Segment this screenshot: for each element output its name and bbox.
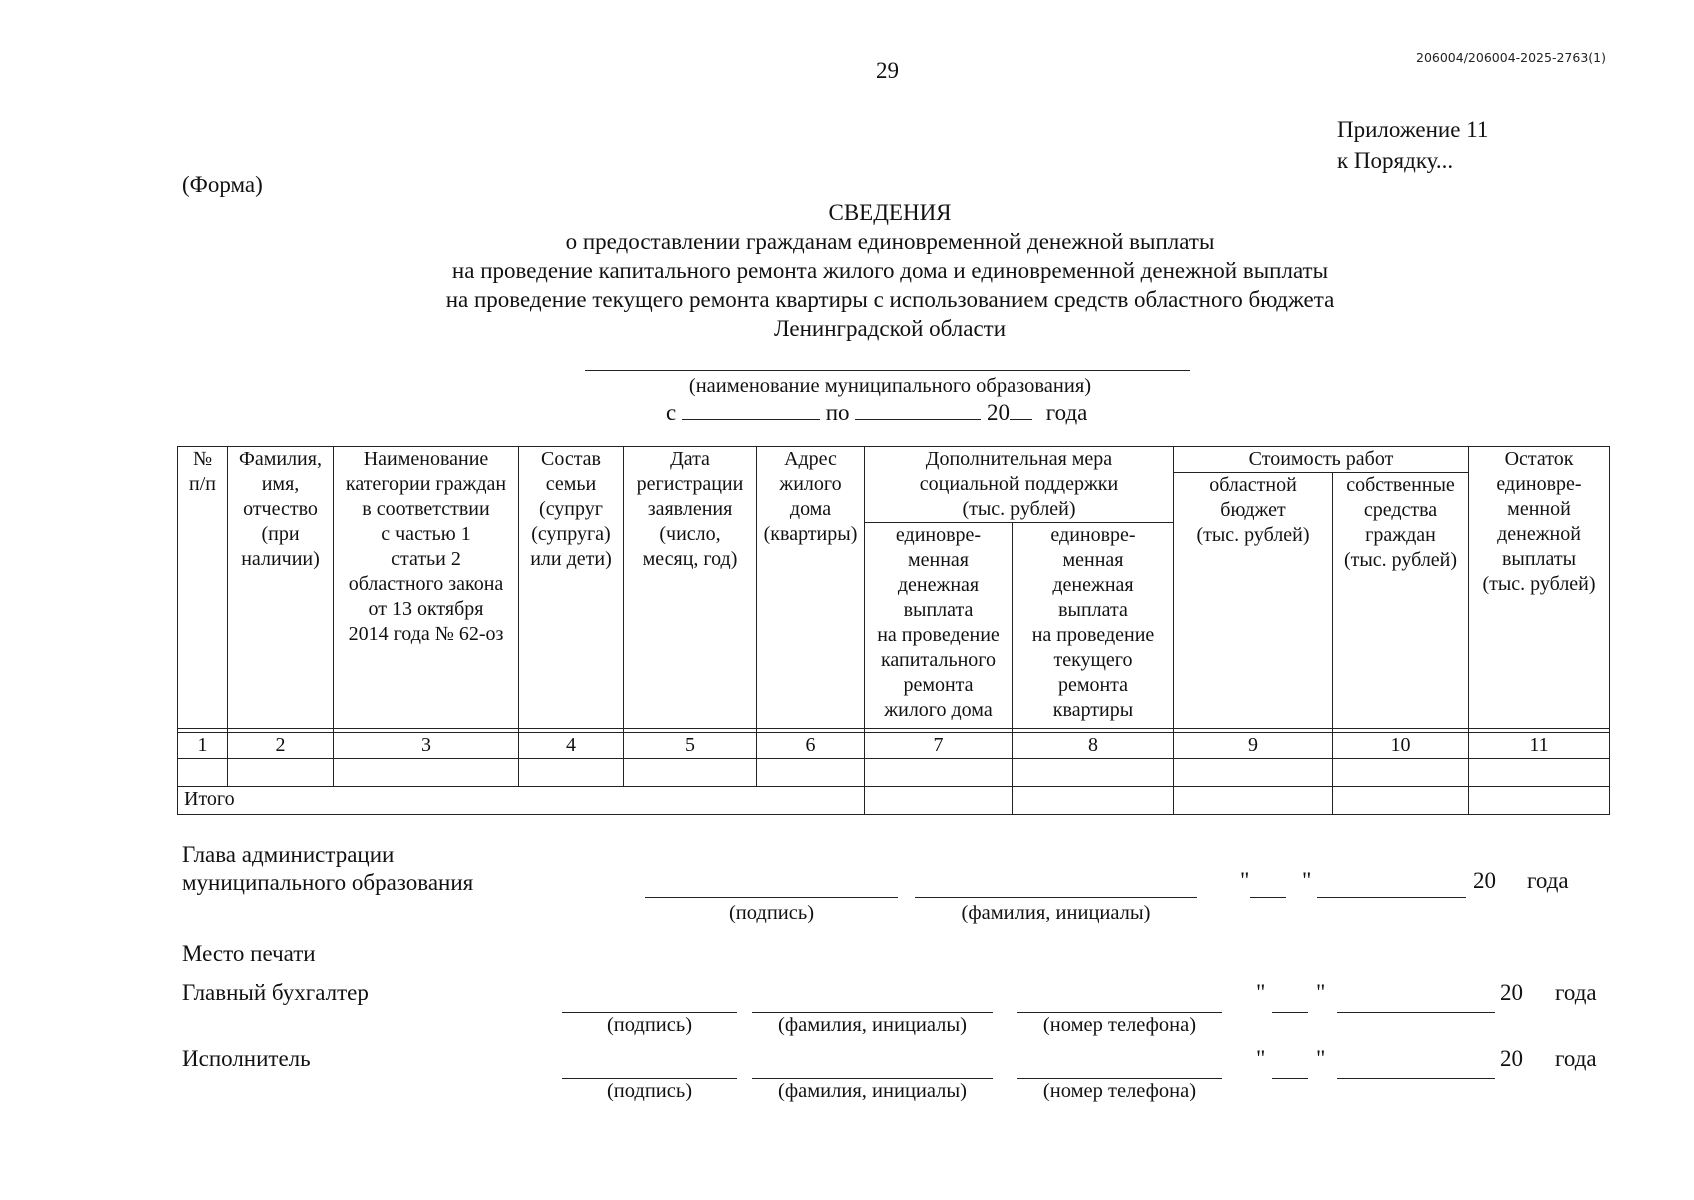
header-text-line: средства — [1363, 499, 1438, 521]
title-line-3: на проведение текущего ремонта квартиры с использованием средств областного бюджета — [445, 287, 1335, 312]
header-col-7 — [865, 523, 1013, 729]
header-text-line: от 13 октября — [368, 598, 484, 620]
header-text-line: регистрации — [636, 473, 744, 495]
reporting-period — [666, 400, 1087, 426]
table-row — [178, 759, 1610, 787]
executor-name-caption: (фамилия, инициалы) — [778, 1080, 967, 1102]
header-text-line: жилого дома — [884, 699, 993, 721]
header-text-line: (при — [261, 523, 300, 545]
header-col-6 — [757, 447, 865, 729]
header-text-line: (тыс. рублей) — [1196, 524, 1310, 546]
data-cell[interactable] — [624, 759, 757, 787]
executor-label: Исполнитель — [182, 1046, 311, 1071]
accountant-phone-line[interactable] — [1017, 1012, 1222, 1013]
header-text-line: областной — [1209, 474, 1297, 496]
header-text-line: капитального — [881, 649, 996, 671]
head-label-line-1: Глава администрации — [182, 842, 395, 867]
column-number: 11 — [1469, 733, 1610, 759]
period-year-blank — [1010, 401, 1032, 420]
header-text-line: Остаток — [1504, 448, 1574, 470]
accountant-year-suffix: года — [1555, 980, 1597, 1005]
header-text-line: Фамилия, — [239, 448, 322, 470]
period-year-suffix: года — [1045, 400, 1088, 425]
column-number: 10 — [1333, 733, 1469, 759]
header-text-line: (квартиры) — [763, 523, 858, 545]
total-label: Итого — [178, 787, 865, 815]
data-cell[interactable] — [178, 759, 228, 787]
title-line-1: о предоставлении гражданам единовременной денежной выплаты — [565, 229, 1215, 254]
accountant-name-caption: (фамилия, инициалы) — [778, 1014, 967, 1036]
title-line-4: Ленинградской области — [773, 316, 1007, 341]
head-date-open-quote: " — [1240, 868, 1250, 893]
accountant-signature-caption: (подпись) — [606, 1014, 693, 1036]
header-text-line: жилого — [779, 473, 842, 495]
head-date-close-quote: " — [1302, 868, 1312, 893]
period-to-blank — [855, 401, 981, 420]
header-text-line: (тыс. рублей) — [1482, 573, 1596, 595]
accountant-date-close-quote: " — [1316, 980, 1326, 1005]
header-text-line: № — [192, 448, 213, 470]
header-col-9 — [1174, 473, 1333, 729]
accountant-name-line[interactable] — [752, 1012, 993, 1013]
header-text-line: Наименование — [363, 448, 489, 470]
total-cell[interactable] — [1469, 787, 1610, 815]
annex-reference — [1337, 114, 1488, 176]
header-text-line: единовре- — [895, 524, 982, 546]
header-col-5 — [624, 447, 757, 729]
header-text-line: денежная — [897, 574, 980, 596]
executor-month-line[interactable] — [1337, 1078, 1495, 1079]
executor-year-prefix: 20 — [1500, 1046, 1523, 1071]
document-title — [300, 198, 1480, 343]
head-month-line[interactable] — [1317, 897, 1466, 898]
head-signature-line[interactable] — [645, 897, 898, 898]
header-text-line: менной — [1507, 498, 1571, 520]
header-text-line: менная — [907, 549, 969, 571]
accountant-month-line[interactable] — [1337, 1012, 1495, 1013]
header-text-line: (супруга) — [531, 523, 611, 545]
accountant-year-prefix: 20 — [1500, 980, 1523, 1005]
header-text-line: с частью 1 — [381, 523, 471, 545]
column-number: 4 — [519, 733, 624, 759]
header-text-line: денежной — [1497, 523, 1581, 545]
data-cell[interactable] — [1174, 759, 1333, 787]
header-text-line: (тыс. рублей) — [1343, 549, 1458, 571]
header-text-line: (тыс. рублей) — [962, 498, 1076, 520]
header-text-line: собственные — [1346, 474, 1455, 496]
column-number: 9 — [1174, 733, 1333, 759]
executor-phone-caption: (номер телефона) — [1042, 1080, 1197, 1102]
stamp-place-label: Место печати — [182, 941, 316, 966]
head-name-line[interactable] — [915, 897, 1197, 898]
header-text-line: категории граждан — [345, 473, 507, 495]
header-text-line: семьи — [545, 473, 597, 495]
column-number-row — [178, 733, 1610, 759]
data-cell[interactable] — [1013, 759, 1174, 787]
total-cell[interactable] — [1013, 787, 1174, 815]
header-text-line: или дети) — [530, 548, 612, 570]
header-text-line: отчество — [243, 498, 318, 520]
head-day-line[interactable] — [1250, 897, 1286, 898]
head-year-prefix: 20 — [1473, 868, 1496, 893]
header-col-11 — [1469, 447, 1610, 729]
header-text-line: 2014 года № 62-оз — [348, 623, 504, 645]
header-text-line: на проведение — [877, 624, 1000, 646]
data-cell[interactable] — [1469, 759, 1610, 787]
header-text-line: выплаты — [1501, 548, 1577, 570]
header-text-line: социальной поддержки — [919, 473, 1119, 495]
page-number: 29 — [876, 58, 899, 83]
title-heading: СВЕДЕНИЯ — [828, 200, 952, 225]
header-text-line: денежная — [1052, 574, 1134, 596]
executor-signature-caption: (подпись) — [606, 1080, 693, 1102]
header-text-line: Состав — [540, 448, 602, 470]
executor-phone-line[interactable] — [1017, 1078, 1222, 1079]
header-text-line: выплата — [903, 599, 974, 621]
header-text-line: в соответствии — [362, 498, 490, 520]
report-table — [177, 446, 1610, 815]
column-number: 6 — [757, 733, 865, 759]
executor-signature-line[interactable] — [562, 1078, 737, 1079]
document-id: 206004/206004-2025-2763(1) — [1416, 50, 1606, 65]
header-text-line: дома — [789, 498, 832, 520]
data-cell[interactable] — [1333, 759, 1469, 787]
data-cell[interactable] — [519, 759, 624, 787]
head-signature-caption: (подпись) — [728, 902, 815, 924]
header-text-line: бюджет — [1220, 499, 1286, 521]
executor-year-suffix: года — [1555, 1046, 1597, 1071]
header-text-line: ремонта — [903, 674, 974, 696]
accountant-signature-line[interactable] — [562, 1012, 737, 1013]
data-cell[interactable] — [865, 759, 1013, 787]
total-cell[interactable] — [1174, 787, 1333, 815]
header-text-line: граждан — [1365, 524, 1436, 546]
data-cell[interactable] — [334, 759, 519, 787]
column-number: 8 — [1013, 733, 1174, 759]
header-text-line: заявления — [647, 498, 733, 520]
header-text-line: (супруг — [539, 498, 603, 520]
header-col-8 — [1013, 523, 1174, 729]
period-from-label: с — [666, 400, 677, 425]
column-number: 1 — [178, 733, 228, 759]
executor-date-open-quote: " — [1256, 1046, 1266, 1071]
head-year-suffix: года — [1527, 868, 1569, 893]
header-text-line: Дополнительная мера — [925, 448, 1113, 470]
head-label-line-2: муниципального образования — [182, 870, 474, 895]
period-to-label: по — [825, 400, 850, 425]
accountant-date-open-quote: " — [1256, 980, 1266, 1005]
header-text-line: Адрес — [784, 448, 837, 470]
period-from-blank — [682, 401, 820, 420]
total-cell[interactable] — [865, 787, 1013, 815]
header-group-support — [865, 447, 1174, 523]
annex-line-1: Приложение 11 — [1337, 117, 1489, 142]
municipality-blank-line — [585, 370, 1190, 371]
header-text-line: ремонта — [1057, 674, 1129, 696]
header-col-1 — [178, 447, 228, 729]
form-label: (Форма) — [182, 172, 263, 197]
head-name-caption: (фамилия, инициалы) — [961, 902, 1151, 924]
header-text-line: текущего — [1053, 649, 1133, 671]
executor-day-line[interactable] — [1272, 1078, 1308, 1079]
header-col-4 — [519, 447, 624, 729]
header-text-line: месяц, год) — [642, 548, 738, 570]
executor-name-line[interactable] — [752, 1078, 993, 1079]
header-group-cost: Стоимость работ — [1174, 447, 1469, 473]
header-text-line: наличии) — [241, 548, 320, 570]
total-cell[interactable] — [1333, 787, 1469, 815]
column-number: 3 — [334, 733, 519, 759]
header-text-line: на проведение — [1031, 624, 1155, 646]
column-number: 5 — [624, 733, 757, 759]
annex-line-2: к Порядку... — [1337, 148, 1454, 173]
header-text-line: квартиры — [1052, 699, 1134, 721]
municipality-caption: (наименование муниципального образования) — [688, 375, 1092, 397]
executor-date-close-quote: " — [1316, 1046, 1326, 1071]
header-text-line: п/п — [189, 473, 216, 495]
header-col-3 — [334, 447, 519, 729]
header-text-line: (число, — [659, 523, 721, 545]
header-text-line: выплата — [1058, 599, 1128, 621]
header-col-10 — [1333, 473, 1469, 729]
header-col-2 — [228, 447, 334, 729]
period-year-prefix: 20 — [987, 400, 1011, 425]
header-text-line: областного закона — [348, 573, 504, 595]
header-text-line: менная — [1062, 549, 1124, 571]
header-text-line: Дата — [670, 448, 710, 470]
data-cell[interactable] — [757, 759, 865, 787]
header-text-line: статьи 2 — [391, 548, 461, 570]
total-row — [178, 787, 1610, 815]
accountant-phone-caption: (номер телефона) — [1042, 1014, 1197, 1036]
data-cell[interactable] — [228, 759, 334, 787]
column-number: 2 — [228, 733, 334, 759]
accountant-day-line[interactable] — [1272, 1012, 1308, 1013]
header-text-line: единовре- — [1050, 524, 1136, 546]
header-text-line: имя, — [261, 473, 300, 495]
chief-accountant-label: Главный бухгалтер — [182, 980, 369, 1005]
title-line-2: на проведение капитального ремонта жилого дома и единовременной денежной выплаты — [451, 258, 1329, 283]
column-number: 7 — [865, 733, 1013, 759]
header-text-line: единовре- — [1496, 473, 1582, 495]
